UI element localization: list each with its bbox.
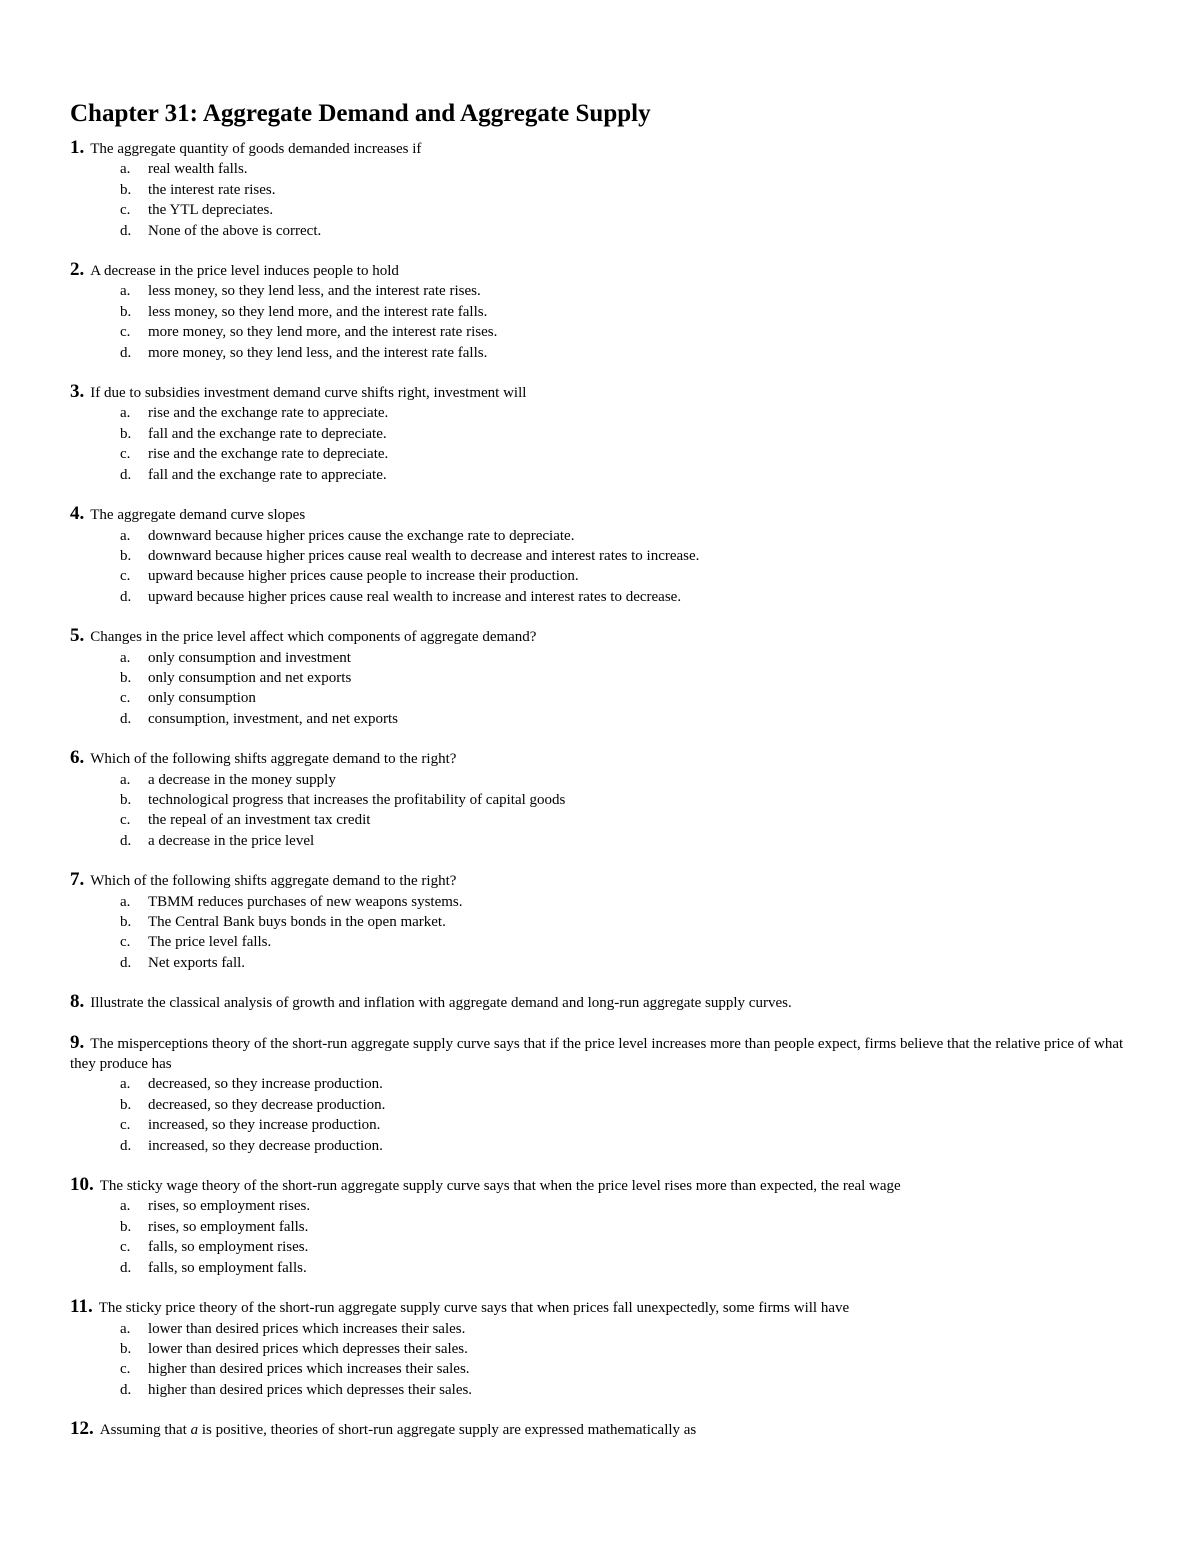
answer-option — [120, 668, 1140, 688]
answer-option — [120, 1217, 1140, 1237]
answer-option — [120, 221, 1140, 241]
question-2 — [70, 260, 1140, 363]
option-text: decreased, so they decrease production. — [148, 1096, 386, 1113]
option-label: c. — [120, 446, 131, 463]
answer-option — [120, 159, 1140, 179]
answer-option — [120, 444, 1140, 464]
answer-option — [120, 892, 1140, 912]
option-label: c. — [120, 324, 131, 341]
question-text: The aggregate demand curve slopes — [90, 507, 306, 524]
option-label: b. — [120, 425, 132, 442]
option-list — [70, 403, 1140, 485]
option-text: lower than desired prices which increases their sales. — [148, 1320, 466, 1337]
option-label: d. — [120, 344, 132, 361]
option-text: a decrease in the price level — [148, 832, 315, 849]
option-text: rise and the exchange rate to appreciate. — [148, 405, 389, 422]
question-text: Which of the following shifts aggregate demand to the right? — [90, 873, 457, 890]
option-label: a. — [120, 405, 131, 422]
answer-option — [120, 180, 1140, 200]
option-text: real wealth falls. — [148, 161, 248, 178]
question-text: The misperceptions theory of the short-run aggregate supply curve says that if the price level increases more than people expect, firms believe that the relative price of what they produce has — [70, 1035, 1124, 1073]
option-label: d. — [120, 832, 132, 849]
question-number: 5. — [70, 625, 85, 647]
option-list — [70, 892, 1140, 974]
question-8 — [70, 992, 1140, 1013]
option-text: downward because higher prices cause the exchange rate to depreciate. — [148, 527, 575, 544]
answer-option — [120, 912, 1140, 932]
question-number: 11. — [70, 1296, 93, 1318]
question-1 — [70, 138, 1140, 241]
option-text: increased, so they decrease production. — [148, 1137, 383, 1154]
option-text: the interest rate rises. — [148, 181, 276, 198]
option-list — [70, 648, 1140, 730]
question-text: The aggregate quantity of goods demanded increases if — [90, 141, 422, 157]
option-list — [70, 1319, 1140, 1401]
option-label: d. — [120, 466, 132, 483]
answer-option — [120, 1380, 1140, 1400]
option-text: fall and the exchange rate to appreciate. — [148, 466, 387, 483]
option-label: d. — [120, 1381, 132, 1398]
option-text: falls, so employment rises. — [148, 1239, 309, 1256]
answer-option — [120, 302, 1140, 322]
option-text: upward because higher prices cause people to increase their production. — [148, 568, 579, 585]
option-list — [70, 770, 1140, 852]
option-label: a. — [120, 1198, 131, 1215]
option-list — [70, 1074, 1140, 1156]
answer-option — [120, 953, 1140, 973]
question-stem — [70, 382, 1140, 403]
option-text: only consumption and investment — [148, 649, 351, 666]
answer-option — [120, 403, 1140, 423]
answer-option — [120, 566, 1140, 586]
question-number: 3. — [70, 381, 85, 403]
option-label: c. — [120, 1239, 131, 1256]
option-label: b. — [120, 791, 132, 808]
option-label: b. — [120, 1340, 132, 1357]
question-stem — [70, 1175, 1140, 1196]
option-label: b. — [120, 181, 132, 198]
option-text: less money, so they lend less, and the interest rate rises. — [148, 283, 481, 300]
option-text: less money, so they lend more, and the interest rate falls. — [148, 303, 488, 320]
question-number: 8. — [70, 991, 85, 1013]
option-label: c. — [120, 934, 131, 951]
option-label: b. — [120, 547, 132, 564]
option-label: b. — [120, 1096, 132, 1113]
option-list — [70, 526, 1140, 608]
question-stem — [70, 138, 1140, 159]
option-label: c. — [120, 568, 131, 585]
option-text: decreased, so they increase production. — [148, 1076, 383, 1093]
option-text: consumption, investment, and net exports — [148, 710, 398, 727]
question-text: The sticky price theory of the short-run aggregate supply curve says that when prices fall unexpectedly, some firms will have — [98, 1300, 850, 1317]
option-label: c. — [120, 1117, 131, 1134]
question-number: 2. — [70, 259, 85, 281]
option-text: more money, so they lend less, and the interest rate falls. — [148, 344, 488, 361]
answer-option — [120, 648, 1140, 668]
answer-option — [120, 526, 1140, 546]
option-text: falls, so employment falls. — [148, 1259, 307, 1276]
answer-option — [120, 770, 1140, 790]
question-number: 9. — [70, 1031, 85, 1053]
question-6 — [70, 748, 1140, 851]
answer-option — [120, 587, 1140, 607]
answer-option — [120, 831, 1140, 851]
question-text-after: is positive, theories of short-run aggregate supply are expressed mathematically as — [198, 1422, 697, 1439]
option-text: downward because higher prices cause real wealth to decrease and interest rates to increase. — [148, 547, 700, 564]
question-text: If due to subsidies investment demand curve shifts right, investment will — [90, 385, 527, 402]
answer-option — [120, 546, 1140, 566]
option-text: rises, so employment falls. — [148, 1218, 309, 1235]
answer-option — [120, 1074, 1140, 1094]
question-stem — [70, 626, 1140, 647]
option-label: c. — [120, 202, 131, 219]
question-stem — [70, 504, 1140, 525]
option-label: c. — [120, 690, 131, 707]
option-text: fall and the exchange rate to depreciate. — [148, 425, 387, 442]
answer-option — [120, 1339, 1140, 1359]
math-variable: a — [190, 1422, 199, 1439]
question-text: Illustrate the classical analysis of growth and inflation with aggregate demand and long-run aggregate supply curves. — [90, 995, 792, 1012]
answer-option — [120, 1115, 1140, 1135]
question-number: 1. — [70, 137, 85, 158]
option-text: a decrease in the money supply — [148, 771, 336, 788]
option-text: The Central Bank buys bonds in the open market. — [148, 914, 446, 930]
option-label: c. — [120, 1361, 131, 1378]
answer-option — [120, 1258, 1140, 1278]
question-stem — [70, 260, 1140, 281]
question-text: A decrease in the price level induces people to hold — [90, 263, 399, 280]
answer-option — [120, 810, 1140, 830]
option-text: rises, so employment rises. — [148, 1198, 311, 1215]
option-label: b. — [120, 303, 132, 320]
option-label: a. — [120, 893, 131, 910]
question-stem — [70, 748, 1140, 769]
option-label: d. — [120, 954, 132, 971]
question-number: 4. — [70, 503, 85, 525]
option-label: a. — [120, 1320, 131, 1337]
question-text: The sticky wage theory of the short-run aggregate supply curve says that when the price level rises more than expected, the real wage — [99, 1178, 901, 1195]
option-text: only consumption and net exports — [148, 669, 352, 686]
option-label: d. — [120, 1259, 132, 1276]
option-text: the repeal of an investment tax credit — [148, 812, 371, 829]
option-text: higher than desired prices which depresses their sales. — [148, 1381, 473, 1398]
option-list — [70, 159, 1140, 241]
answer-option — [120, 1319, 1140, 1339]
option-label: d. — [120, 222, 132, 239]
option-label: d. — [120, 588, 132, 605]
answer-option — [120, 1136, 1140, 1156]
answer-option — [120, 1359, 1140, 1379]
option-text: technological progress that increases the profitability of capital goods — [148, 791, 566, 808]
answer-option — [120, 200, 1140, 220]
page-title: Chapter 31: Aggregate Demand and Aggregate Supply — [70, 100, 651, 127]
option-text: None of the above is correct. — [148, 222, 322, 239]
option-text: TBMM reduces purchases of new weapons systems. — [148, 893, 463, 910]
option-label: a. — [120, 771, 131, 788]
answer-option — [120, 1196, 1140, 1216]
option-label: a. — [120, 1076, 131, 1093]
question-7 — [70, 870, 1140, 973]
option-label: b. — [120, 914, 132, 930]
option-label: b. — [120, 669, 132, 686]
question-5 — [70, 626, 1140, 729]
document-page — [70, 96, 1140, 1460]
answer-option — [120, 709, 1140, 729]
question-stem — [70, 1033, 1140, 1075]
option-label: d. — [120, 710, 132, 727]
question-11 — [70, 1297, 1140, 1400]
option-text: the YTL depreciates. — [148, 202, 274, 219]
answer-option — [120, 424, 1140, 444]
question-12 — [70, 1419, 1140, 1440]
question-stem — [70, 1418, 697, 1440]
answer-option — [120, 281, 1140, 301]
option-label: c. — [120, 812, 131, 829]
question-3 — [70, 382, 1140, 485]
option-text: more money, so they lend more, and the interest rate rises. — [148, 324, 498, 341]
option-text: higher than desired prices which increases their sales. — [148, 1361, 470, 1378]
answer-option — [120, 465, 1140, 485]
option-label: a. — [120, 283, 131, 300]
answer-option — [120, 688, 1140, 708]
question-10 — [70, 1175, 1140, 1278]
option-list — [70, 1196, 1140, 1278]
option-text: The price level falls. — [148, 934, 272, 951]
question-stem — [70, 992, 1140, 1013]
question-text: Which of the following shifts aggregate demand to the right? — [90, 751, 457, 768]
option-text: Net exports fall. — [148, 954, 246, 971]
option-label: d. — [120, 1137, 132, 1154]
question-stem — [70, 870, 1140, 891]
answer-option — [120, 1237, 1140, 1257]
answer-option — [120, 1095, 1140, 1115]
question-list — [70, 138, 1140, 1400]
answer-option — [120, 343, 1140, 363]
option-text: increased, so they increase production. — [148, 1117, 381, 1134]
question-number: 10. — [70, 1174, 94, 1196]
option-text: only consumption — [148, 690, 256, 707]
option-label: b. — [120, 1218, 132, 1235]
option-text: upward because higher prices cause real wealth to increase and interest rates to decrease. — [148, 588, 682, 605]
question-text: Changes in the price level affect which components of aggregate demand? — [90, 629, 537, 646]
question-number: 6. — [70, 747, 85, 769]
answer-option — [120, 322, 1140, 342]
option-list — [70, 281, 1140, 363]
option-text: lower than desired prices which depresses their sales. — [148, 1340, 468, 1357]
answer-option — [120, 932, 1140, 952]
option-label: a. — [120, 161, 131, 178]
question-number: 7. — [70, 869, 85, 891]
question-text-before: Assuming that — [99, 1422, 191, 1439]
option-label: a. — [120, 649, 131, 666]
question-4 — [70, 504, 1140, 607]
option-label: a. — [120, 527, 131, 544]
option-text: rise and the exchange rate to depreciate. — [148, 446, 389, 463]
answer-option — [120, 790, 1140, 810]
question-number: 12. — [70, 1418, 94, 1440]
question-stem — [70, 1297, 1140, 1318]
question-9 — [70, 1033, 1140, 1156]
